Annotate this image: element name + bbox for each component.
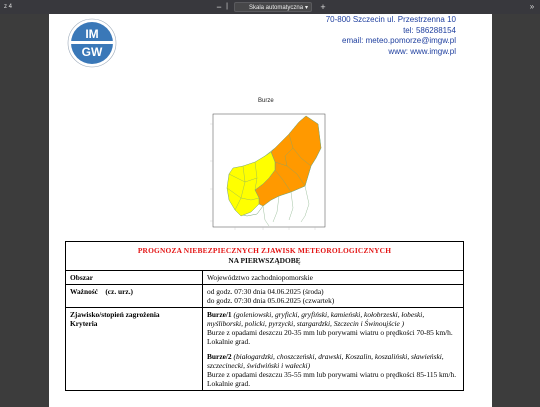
zoom-divider-icon: | <box>226 3 228 10</box>
forecast-subtitle: NA PIERWSZĄDOBĘ <box>228 256 301 265</box>
warning-1-text: Burze z opadami deszczu 20-35 mm lub porywami wiatru o prędkości 70-85 km/h. Lokalnie grad. <box>207 328 453 346</box>
warning-2 <box>207 352 459 370</box>
warning-map <box>205 108 329 238</box>
table-row <box>66 285 464 308</box>
validity-to: do godz. 07:30 dnia 05.06.2025 (czwartek) <box>207 296 335 305</box>
contact-address: 70-800 Szczecin ul. Przestrzenna 10 <box>325 15 456 24</box>
warning-1-title: Burze/1 <box>207 310 232 319</box>
logo-text-bottom: GW <box>81 45 103 59</box>
validity-from: od godz. 07:30 dnia 04.06.2025 (środa) <box>207 287 324 296</box>
contact-email[interactable]: email: meteo.pomorze@imgw.pl <box>342 36 456 45</box>
warning-2-text: Burze z opadami deszczu 35-55 mm lub porywami wiatru o prędkości 85-115 km/h. Lokalnie grad. <box>207 370 457 388</box>
zoom-out-icon[interactable]: − <box>216 2 222 12</box>
imgw-logo <box>67 18 117 68</box>
logo-text-top: IM <box>85 27 99 41</box>
phenomenon-label-cell <box>66 308 203 391</box>
more-tools-icon[interactable]: » <box>529 2 535 11</box>
contact-block <box>326 14 456 57</box>
contact-www[interactable]: www: www.imgw.pl <box>388 46 456 56</box>
area-value: Województwo zachodniopomorskie <box>203 271 464 285</box>
criteria-label: Kryteria <box>70 319 98 328</box>
warning-1 <box>207 310 459 328</box>
validity-value-cell <box>203 285 464 308</box>
map-title: Burze <box>258 98 274 104</box>
validity-label: Ważność <box>70 287 98 296</box>
zoom-in-icon[interactable]: + <box>320 2 326 12</box>
warnings-cell <box>203 308 464 391</box>
page-indicator[interactable]: z 4 <box>4 4 13 10</box>
phenomenon-label: Zjawisko/stopień zagrożenia <box>70 310 160 319</box>
warning-2-counties: (białogardzki, choszczeński, drawski, Koszalin, koszaliński, sławieński, szczecinecki, świdwiński i wałecki) <box>207 352 444 370</box>
contact-phone: tel: 586288154 <box>403 25 456 35</box>
document-page <box>49 14 492 407</box>
validity-unit: (cz. urz.) <box>105 287 134 296</box>
warning-1-counties: (goleniowski, gryficki, gryfiński, kamieński, kołobrzeski, łobeski, myśliborski, policki, pyrzycki, stargardzki, Szczecin i Świnoujście ) <box>207 310 425 328</box>
table-header <box>66 242 464 271</box>
forecast-title: PROGNOZA NIEBEZPIECZNYCH ZJAWISK METEOROLOGICZNYCH <box>137 246 392 255</box>
validity-label-cell <box>66 285 203 308</box>
table-row <box>66 308 464 391</box>
area-label: Obszar <box>66 271 203 285</box>
pdf-toolbar <box>0 0 540 14</box>
zoom-select[interactable] <box>234 2 312 12</box>
chevron-down-icon: ▾ <box>304 5 308 11</box>
warning-2-title: Burze/2 <box>207 352 232 361</box>
zoom-select-label: Skala automatyczna <box>249 5 304 11</box>
table-row <box>66 271 464 285</box>
forecast-table <box>65 241 464 391</box>
